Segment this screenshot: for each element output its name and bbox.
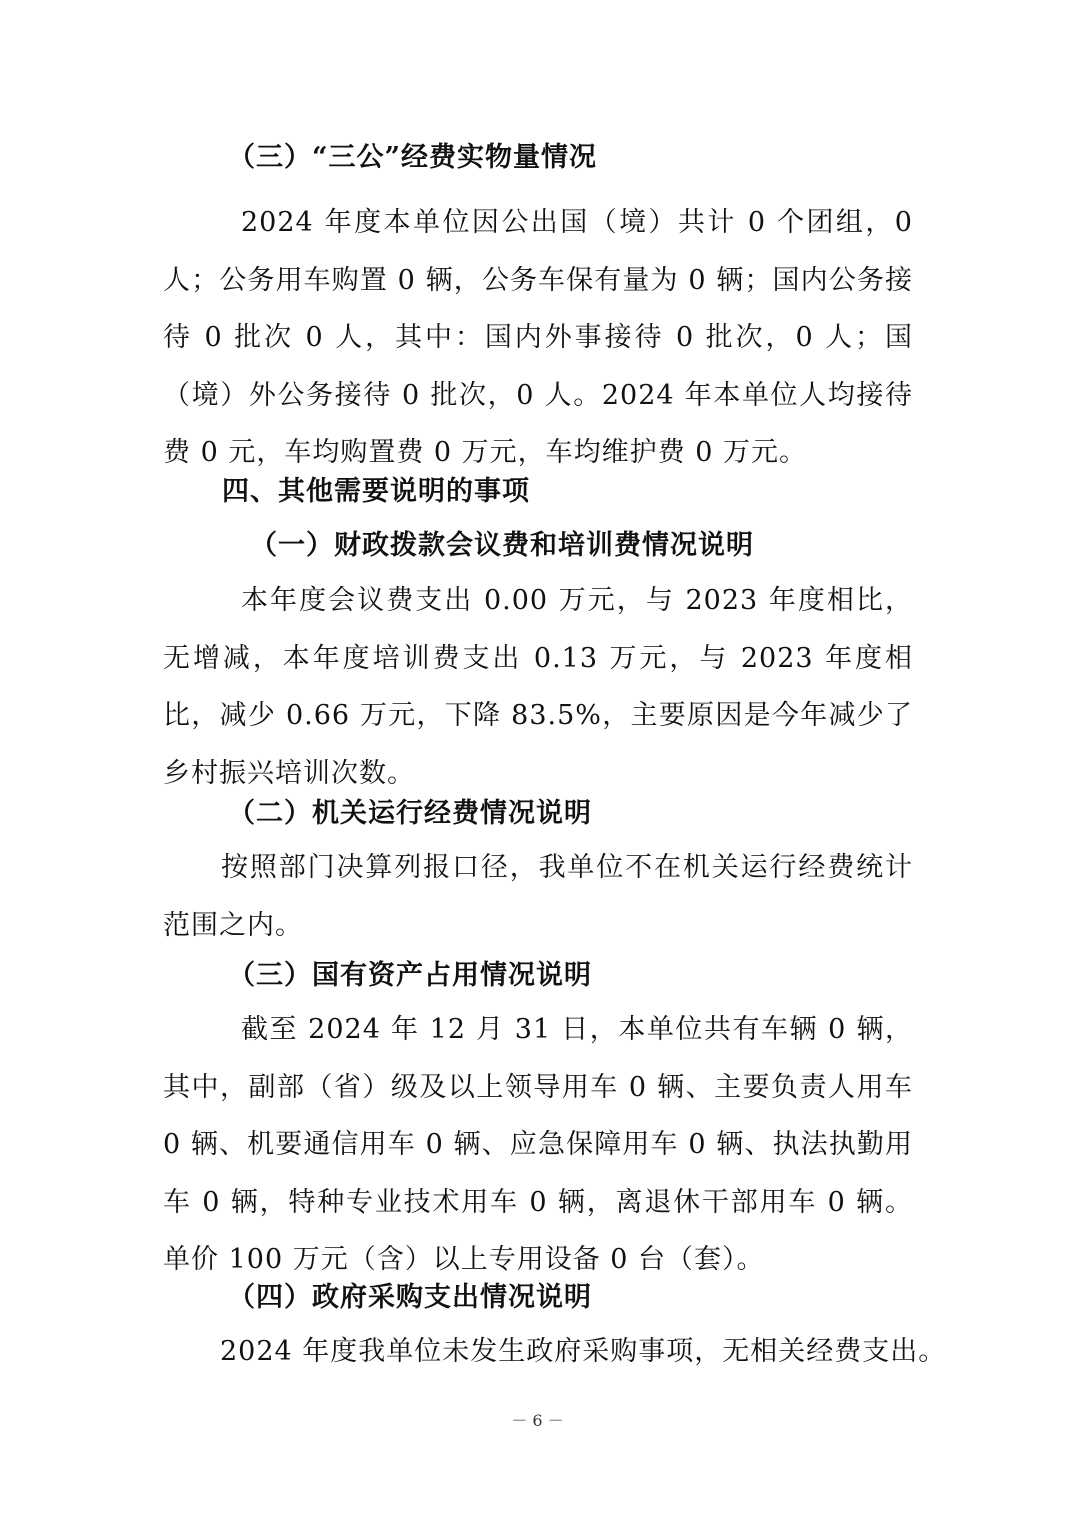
page-number: － 6 － <box>511 1411 564 1430</box>
paragraph-operating-funds: 按照部门决算列报口径，我单位不在机关运行经费统计范围之内。 <box>163 852 913 941</box>
section-heading-sangong-quantity: （三）“三公”经费实物量情况 <box>228 142 598 173</box>
section-heading-procurement: （四）政府采购支出情况说明 <box>228 1282 592 1313</box>
paragraph-meeting-training: 本年度会议费支出 0.00 万元，与 2023 年度相比，无增减，本年度培训费支出 0.13 万元，与 2023 年度相比，减少 0.66 万元，下降 83.5%，主要原因是今年减少了乡村振兴培训次数。 <box>163 585 913 789</box>
part-heading-other-items: 四、其他需要说明的事项 <box>222 476 530 507</box>
paragraph-procurement: 2024 年度我单位未发生政府采购事项，无相关经费支出。 <box>220 1336 947 1367</box>
section-heading-meeting-training: （一）财政拨款会议费和培训费情况说明 <box>250 530 754 561</box>
section-heading-operating-funds: （二）机关运行经费情况说明 <box>228 798 592 829</box>
paragraph-state-assets: 截至 2024 年 12 月 31 日，本单位共有车辆 0 辆，其中，副部（省）级及以上领导用车 0 辆、主要负责人用车 0 辆、机要通信用车 0 辆、应急保障用车 0 辆、执法执勤用车 0 辆，特种专业技术用车 0 辆，离退休干部用车 0 辆。单价 100 万元（含）以上专用设备 0 台（套）。 <box>163 1014 913 1275</box>
section-heading-state-assets: （三）国有资产占用情况说明 <box>228 960 592 991</box>
paragraph-sangong-quantity: 2024 年度本单位因公出国（境）共计 0 个团组，0 人；公务用车购置 0 辆，公务车保有量为 0 辆；国内公务接待 0 批次 0 人，其中：国内外事接待 0 批次，0 人；国（境）外公务接待 0 批次，0 人。2024 年本单位人均接待费 0 元，车均购置费 0 万元，车均维护费 0 万元。 <box>163 207 913 468</box>
